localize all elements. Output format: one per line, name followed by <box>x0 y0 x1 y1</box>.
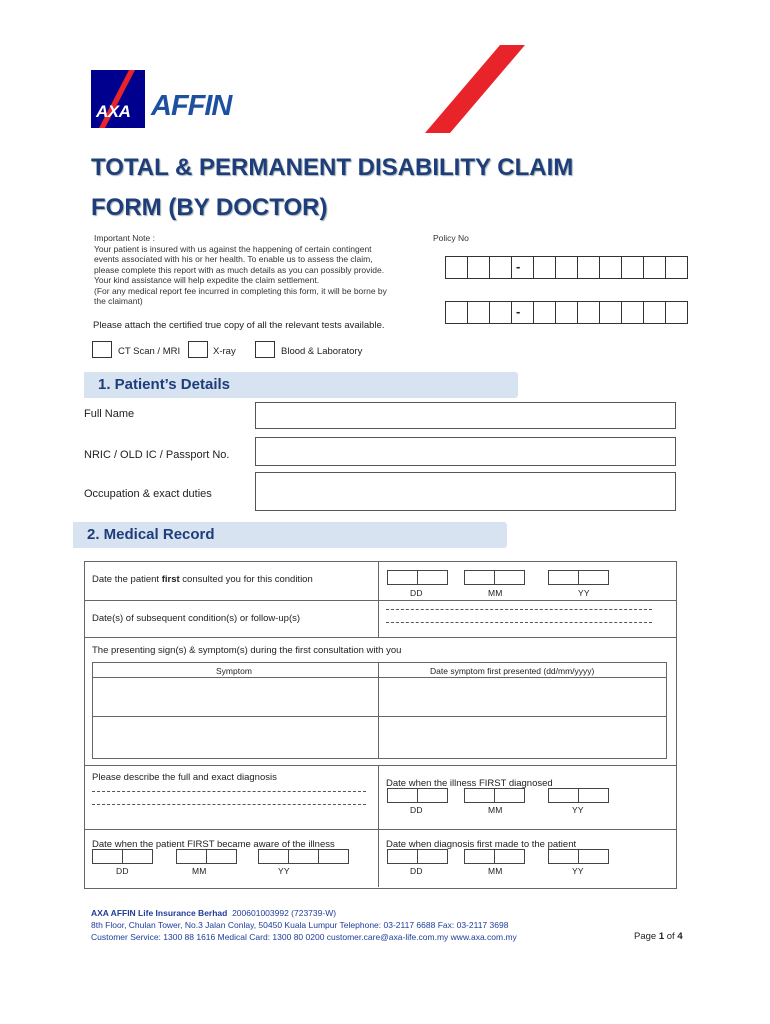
policy-number-input-1[interactable] <box>445 256 688 279</box>
illness-diag-yy-label: YY <box>572 805 584 815</box>
subsequent-label: Date(s) of subsequent condition(s) or follow-up(s) <box>92 613 301 624</box>
illness-diag-yy[interactable] <box>548 788 609 803</box>
presenting-label: The presenting sign(s) & symptom(s) during the first consultation with you <box>92 645 402 656</box>
full-name-label: Full Name <box>84 408 135 420</box>
aware-mm[interactable] <box>176 849 237 864</box>
symptom-cell-1[interactable] <box>93 678 377 715</box>
ct-scan-checkbox[interactable] <box>92 341 112 358</box>
row-line-3 <box>84 765 676 766</box>
diag-made-mm[interactable] <box>464 849 525 864</box>
illness-diag-label: Date when the illness FIRST diagnosed <box>386 778 553 789</box>
footer-service: Customer Service: 1300 88 1616 Medical Card: 1300 80 0200 customer.care@axa-life.com.my www.axa.com.my <box>91 932 517 942</box>
important-note: Important Note : Your patient is insured with us against the happening of certain contingent events associated with his or her health. To enable us to assess the claim, please complete this report with as much details as you can possibly provide. Your kind assistance will help expedite the claim settlement. (For any medical report fee incurred in completing this form, it will be borne by the claimant) <box>94 233 387 306</box>
col-symptom-header: Symptom <box>216 666 252 676</box>
page-title: TOTAL & PERMANENT DISABILITY CLAIM FORM (BY DOCTOR) <box>91 154 574 221</box>
symptom-date-cell-1[interactable] <box>379 678 665 715</box>
aware-mm-label: MM <box>192 866 207 876</box>
ct-scan-label: CT Scan / MRI <box>118 346 181 357</box>
illness-diag-mm[interactable] <box>464 788 525 803</box>
blood-lab-checkbox[interactable] <box>255 341 275 358</box>
diag-made-label: Date when diagnosis first made to the patient <box>386 839 577 850</box>
illness-diag-mm-label: MM <box>488 805 503 815</box>
aware-yy-label: YY <box>278 866 290 876</box>
symptom-date-cell-2[interactable] <box>379 717 665 757</box>
first-consult-mm-label: MM <box>488 588 503 598</box>
diagnosis-label: Please describe the full and exact diagnosis <box>92 772 277 783</box>
symptom-cell-2[interactable] <box>93 717 377 757</box>
first-consult-label: Date the patient first consulted you for this condition <box>92 574 313 585</box>
illness-diag-dd-label: DD <box>410 805 423 815</box>
axa-logo: AXA <box>91 70 145 128</box>
aware-dd-label: DD <box>116 866 129 876</box>
policy-label: Policy No <box>433 233 469 243</box>
aware-dd[interactable] <box>92 849 153 864</box>
row-line-4 <box>84 829 676 830</box>
section1-title: 1. Patient’s Details <box>98 376 230 393</box>
footer-address: 8th Floor, Chulan Tower, No.3 Jalan Conlay, 50450 Kuala Lumpur Telephone: 03-2117 6688 Fax: 03-2117 3698 <box>91 920 509 930</box>
full-name-field[interactable] <box>255 402 676 429</box>
first-consult-mm[interactable] <box>464 570 525 585</box>
footer-company-line: AXA AFFIN Life Insurance Berhad 200601003992 (723739-W) <box>91 908 337 918</box>
diag-made-yy-label: YY <box>572 866 584 876</box>
diag-made-yy[interactable] <box>548 849 609 864</box>
footer <box>91 907 517 943</box>
first-consult-dd[interactable] <box>387 570 448 585</box>
diagnosis-line-2[interactable] <box>92 804 366 805</box>
policy-dash-1: - <box>516 259 521 274</box>
diag-made-dd[interactable] <box>387 849 448 864</box>
diag-made-dd-label: DD <box>410 866 423 876</box>
illness-diag-dd[interactable] <box>387 788 448 803</box>
diag-made-mm-label: MM <box>488 866 503 876</box>
section2-title: 2. Medical Record <box>87 526 215 543</box>
blood-lab-label: Blood & Laboratory <box>281 346 363 357</box>
xray-label: X-ray <box>213 346 236 357</box>
row-line-1 <box>84 600 676 601</box>
first-consult-yy[interactable] <box>548 570 609 585</box>
col-date-header: Date symptom first presented (dd/mm/yyyy) <box>430 666 595 676</box>
policy-dash-2: - <box>516 304 521 319</box>
nric-label: NRIC / OLD IC / Passport No. <box>84 449 230 461</box>
policy-number-input-2[interactable] <box>445 301 688 324</box>
diagnosis-line-1[interactable] <box>92 791 366 792</box>
attach-note: Please attach the certified true copy of all the relevant tests available. <box>93 320 385 331</box>
nric-field[interactable] <box>255 437 676 466</box>
table-divider-2 <box>378 765 379 887</box>
affin-logo: AFFIN <box>151 90 232 122</box>
occupation-field[interactable] <box>255 472 676 511</box>
occupation-label: Occupation & exact duties <box>84 488 212 500</box>
page-number: Page 1 of 4 <box>634 931 683 942</box>
row-line-2 <box>84 637 676 638</box>
subsequent-line-2[interactable] <box>386 622 652 623</box>
aware-label: Date when the patient FIRST became aware of the illness <box>92 839 335 850</box>
table-divider-1 <box>378 561 379 637</box>
first-consult-yy-label: YY <box>578 588 590 598</box>
first-consult-dd-label: DD <box>410 588 423 598</box>
subsequent-line-1[interactable] <box>386 609 652 610</box>
red-stripe-decoration <box>425 45 525 133</box>
aware-yy[interactable] <box>258 849 349 864</box>
xray-checkbox[interactable] <box>188 341 208 358</box>
